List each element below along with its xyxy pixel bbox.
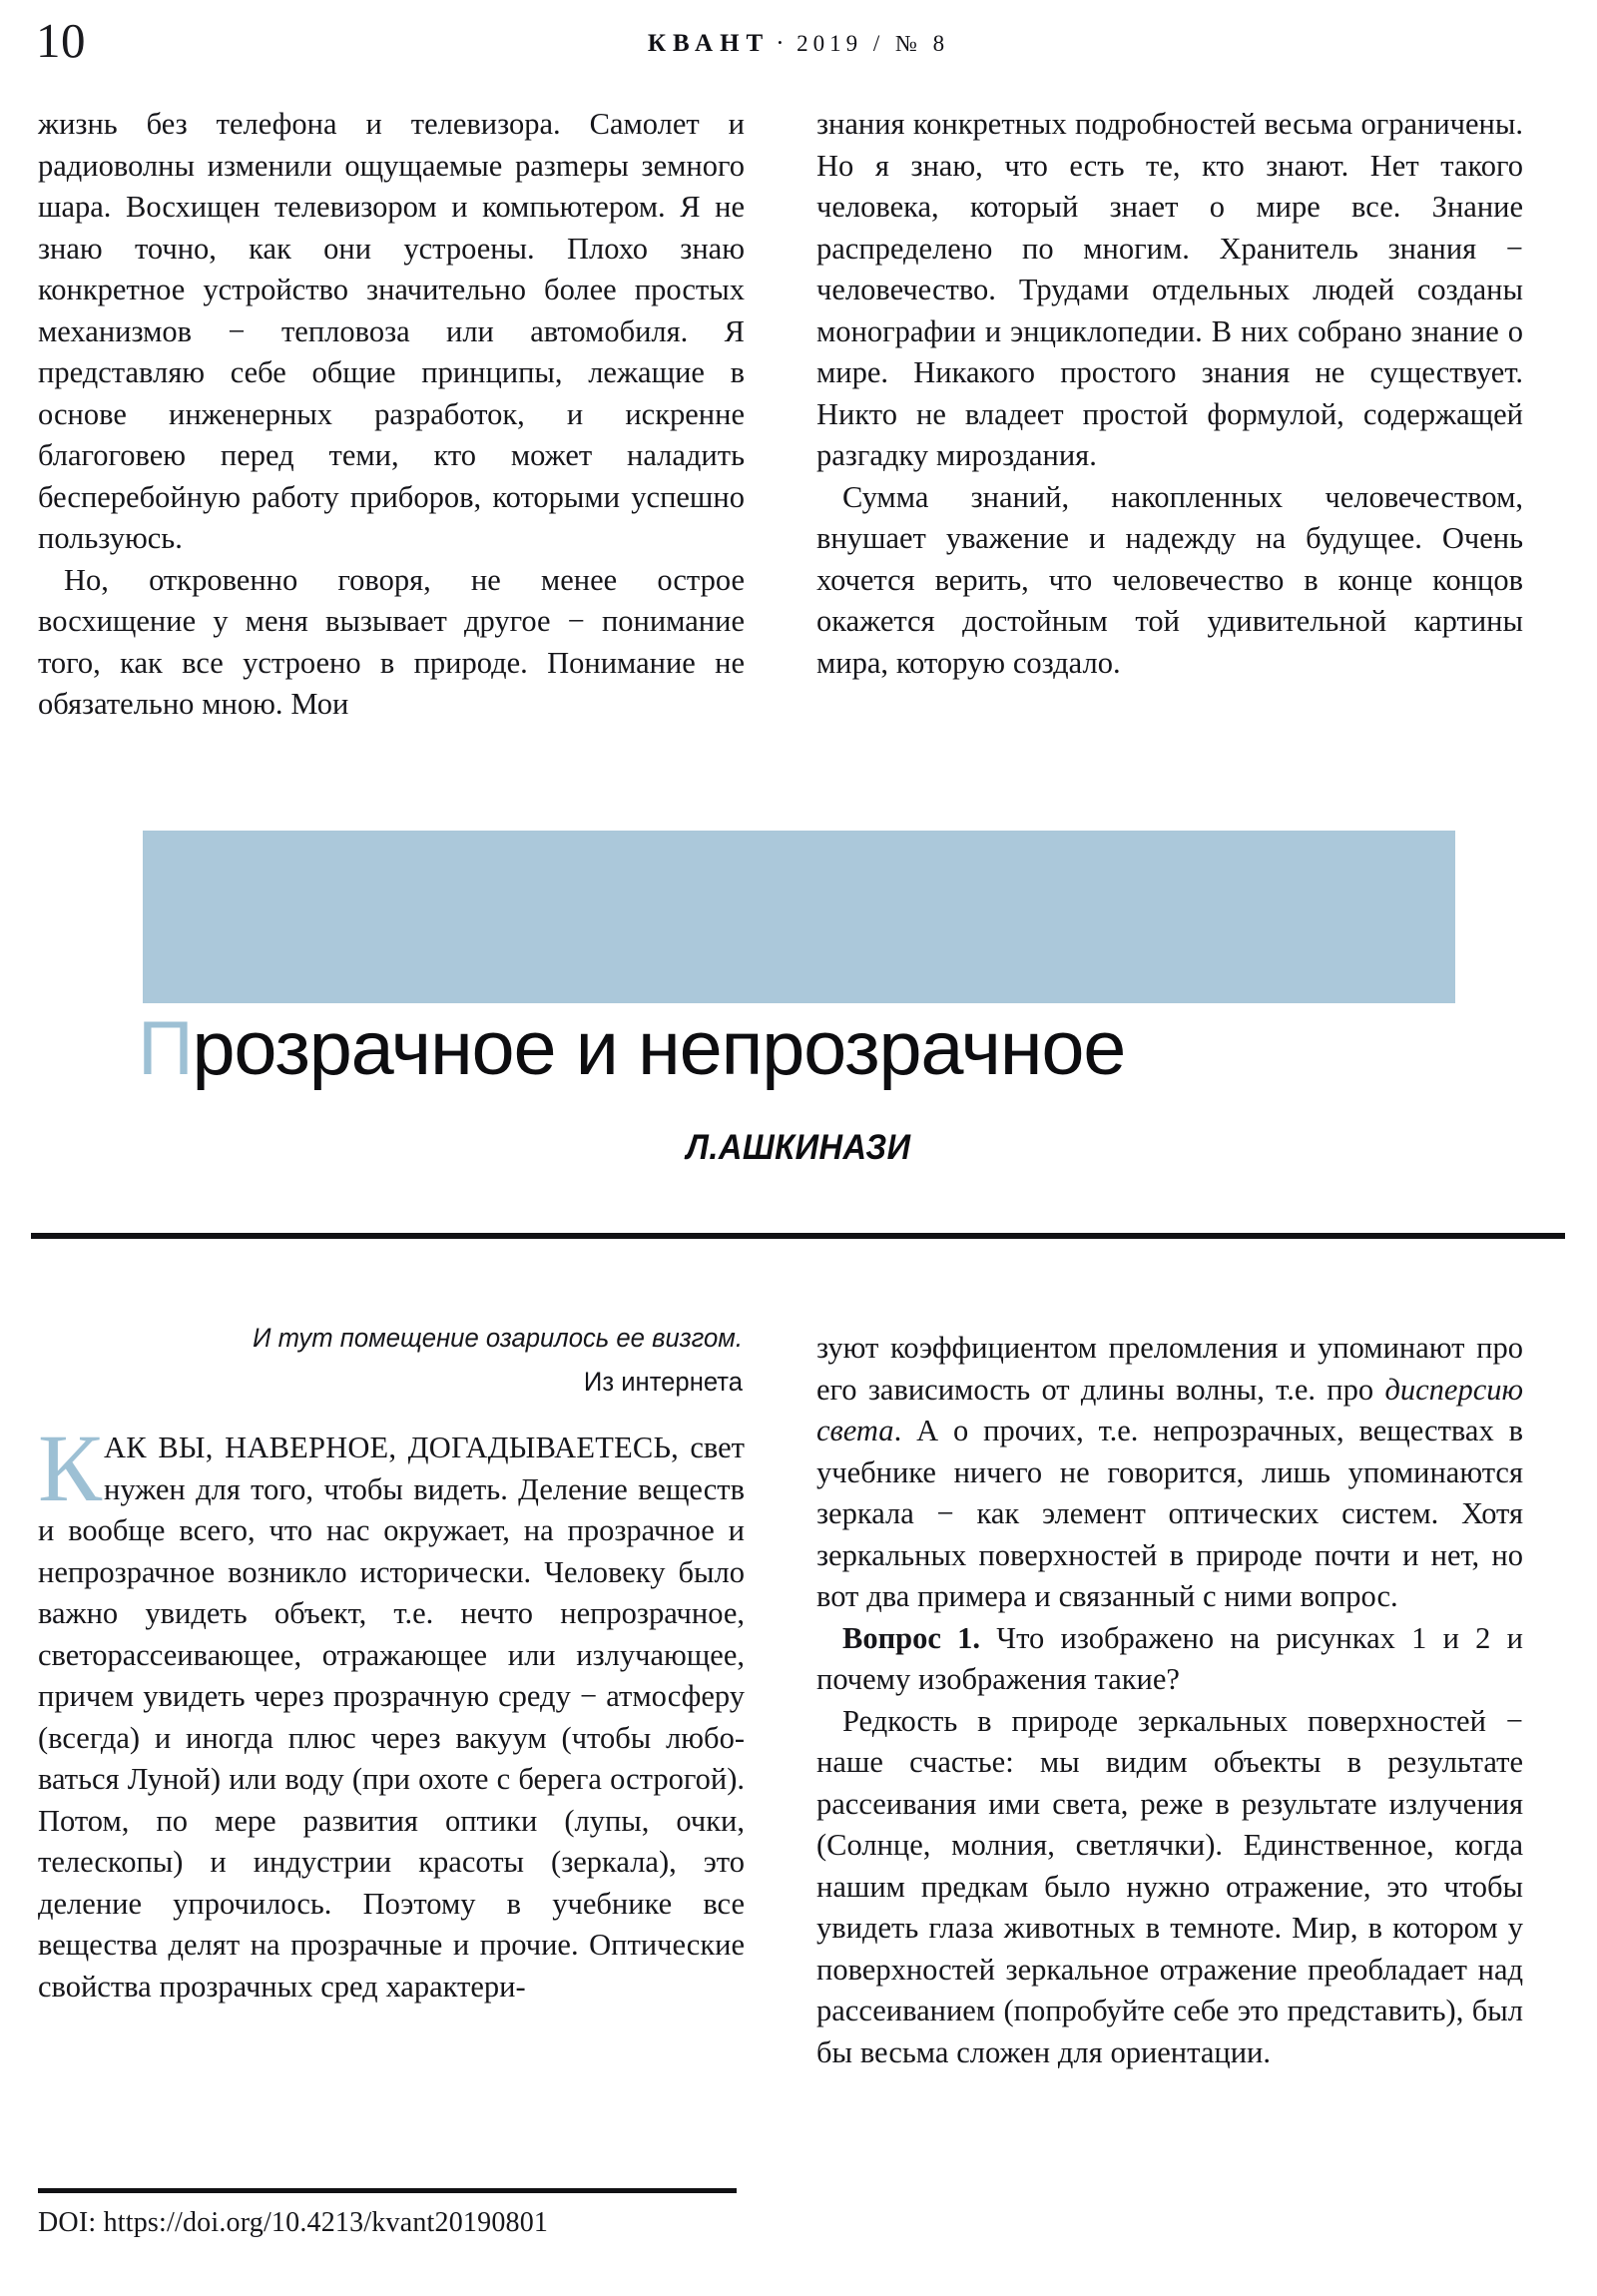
paragraph-text-a: зуют коэффициентом преломления и упоминают про его зависимость от длины волны, т.е. про	[816, 1331, 1523, 1407]
title-divider	[31, 1233, 1565, 1239]
article-author: Л.АШКИНАЗИ	[686, 1128, 911, 1167]
top-column-right	[816, 104, 1523, 684]
article-column-right	[816, 1328, 1523, 2073]
epigraph	[38, 1316, 743, 1404]
issue-number: 2019 / № 8	[797, 31, 950, 56]
footnote-divider	[38, 2188, 737, 2193]
paragraph: Сумма знаний, накопленных человечеством, внушает уважение и надежду на будущее. Очень хочется верить, что человечество в конце концов окажется достойным той удивительной картины мира, которую создало.	[816, 479, 1523, 680]
paragraph: знания конкретных подробностей весьма ограничены. Но я знаю, что есть те, кто знают. Нет такого человека, который знает о мире все. Знание распределено по многим. Хранитель знания − человечество. Трудами отдельных людей созданы монографии и энциклопедии. В них собрано знание о мире. Никакого простого знания не существует. Никто не владеет простой формулой, содержащей разгадку мироздания.	[816, 107, 1523, 472]
drop-cap: К	[38, 1415, 103, 1521]
epigraph-source: Из интернета	[583, 1367, 743, 1397]
journal-name: КВАНТ	[647, 30, 771, 57]
page-header	[0, 0, 1597, 86]
italic-term-dispersion: дисперсию света	[816, 1372, 1523, 1447]
running-title	[0, 30, 1597, 58]
paragraph: Редкость в природе зеркальных поверхностей − наше счастье: мы видим объекты в результате рассеивания ими света, реже в результате излучения (Солнце, молния, светлячки). Единственное, когда нашим предкам было нужно отражение, это чтобы увидеть глаза животных в темноте. Мир, в котором у поверхностей зеркальное отражение преобладает над рассеиванием (попробуйте себе это представить), был бы весьма сложен для ориентации.	[816, 1703, 1523, 2069]
epigraph-quote: И тут помещение озарилось ее визгом.	[253, 1323, 744, 1353]
title-drop-letter: П	[138, 1006, 193, 1091]
top-columns	[0, 104, 1597, 803]
article-title-block	[0, 829, 1597, 1248]
top-column-left	[38, 104, 745, 726]
lead-small-caps: АК ВЫ, НАВЕРНОЕ, ДОГАДЫВАЕТЕСЬ,	[104, 1431, 679, 1464]
paragraph-text-b: . А о прочих, т.е. непрозрачных, веществах в учебнике ничего не говорится, лишь упоминаются зеркала − как элемент оптических систем. Хотя зеркальных поверхностей в природе почти и нет, но вот два примера и связанный с ними вопрос.	[816, 1414, 1523, 1613]
question-label: Вопрос 1.	[842, 1620, 981, 1655]
doi-line	[38, 2205, 743, 2241]
page-number: 10	[36, 13, 86, 68]
article-title	[138, 1006, 1583, 1092]
question-text: Что изображено на рисунках 1 и 2 и почему изображения такие?	[816, 1620, 1523, 1696]
doi-label: DOI:	[38, 2207, 97, 2238]
header-separator: ·	[776, 30, 792, 57]
title-text: розрачное и непрозрачное	[192, 1006, 1126, 1091]
paragraph	[816, 1328, 1523, 1618]
paragraph: Но, откровенно говоря, не менее острое восхищение у меня вызывает другое − понимание того, как все устроено в природе. Понимание не обязательно мною. Мои	[38, 562, 745, 721]
doi-url[interactable]: https://doi.org/10.4213/kvant20190801	[103, 2207, 549, 2238]
title-banner	[143, 831, 1455, 1003]
question-paragraph	[816, 1618, 1523, 1701]
article-column-left	[38, 1415, 746, 2008]
footnote-block	[38, 2188, 743, 2241]
lead-paragraph-text: свет нужен для того, чтобы видеть. Деление веществ и вообще всего, что нас окружает, на прозрачное и непрозрачное возникло исторически. Человеку было важно увидеть объект, т.е. нечто непрозрачное, светорассеивающее, отражающее или излучающее, причем увидеть через прозрачную среду − атмосферу (всегда) и иногда плюс через вакуум (чтобы любоваться Луной) или воду (при охоте с берега острогой). Потом, по мере развития оптики (лупы, очки, телескопы) и индустрии красоты (зеркала), это деление упрочилось. Поэтому в учебнике все вещества делят на прозрачные и прочие. Оптические свойства прозрачных сред характери-	[38, 1431, 746, 2004]
lead-paragraph	[38, 1415, 746, 2008]
paragraph: жизнь без телефона и телевизора. Самолет и радиоволны изменили ощущаемые разmеры земного шара. Восхищен телевизором и компьютером. Я не знаю точно, как они устроены. Плохо знаю конкретное устройство значительно более простых механизмов − тепловоза или автомобиля. Я представляю себе общие принципы, лежащие в основе инженерных разработок, и искренне благоговею перед теми, кто может наладить бесперебойную работу приборов, которыми успешно пользуюсь.	[38, 107, 745, 555]
